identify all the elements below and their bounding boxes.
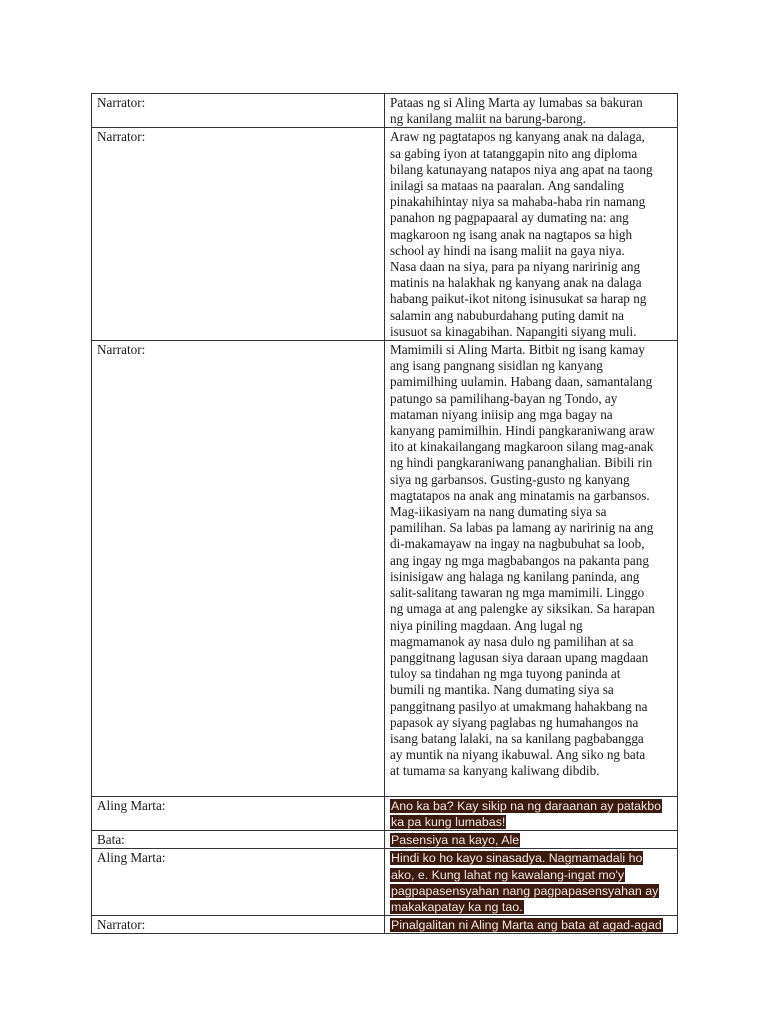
highlighted-text: ako, e. Kung lahat ng kawalang-ingat mo'y — [391, 867, 625, 882]
dialogue-line: siya ng garbansos. Gusting-gusto ng kanyang — [390, 471, 630, 487]
speaker-cell — [92, 128, 385, 341]
dialogue-cell — [385, 916, 678, 934]
dialogue-line — [390, 867, 673, 883]
dialogue-cell — [385, 341, 678, 797]
dialogue-line: Nasa daan na siya, para pa niyang naririnig ang — [390, 259, 641, 275]
dialogue-line — [390, 917, 673, 933]
speaker-label: Aling Marta: — [97, 797, 166, 813]
script-table — [91, 93, 678, 934]
dialogue-line: school ay hindi na isang maliit na gaya niya. — [390, 242, 625, 258]
dialogue-line: panahon ng pagpapaaral ay dumating na: ang — [390, 210, 629, 226]
dialogue-cell — [385, 128, 678, 341]
highlighted-text: Pinalgalitan ni Aling Marta ang bata at agad-agad — [391, 918, 662, 933]
highlighted-text: Pasensiya na kayo, Ale — [391, 833, 520, 848]
speaker-cell — [92, 341, 385, 797]
dialogue-line: habang paikut-ikot nitong isinusukat sa harap ng — [390, 291, 647, 307]
dialogue-line: magkaroon ng isang anak na nagtapos sa high — [390, 226, 633, 242]
speaker-label: Narrator: — [97, 917, 146, 933]
script-row — [92, 94, 678, 128]
speaker-label: Bata: — [97, 832, 125, 848]
dialogue-line: bumili ng mantika. Nang dumating siya sa — [390, 682, 614, 698]
dialogue-line: Araw ng pagtatapos ng kanyang anak na dalaga, — [390, 129, 645, 145]
highlighted-text: ka pa kung lumabas! — [391, 814, 506, 829]
script-row — [92, 128, 678, 341]
dialogue-cell — [385, 94, 678, 128]
dialogue-line: papasok ay siyang paglabas ng humahangos na — [390, 714, 639, 730]
highlighted-text: pagpapasensyahan nang pagpapasensyahan ay — [391, 883, 659, 898]
dialogue-line: ito at kinakailangang magkaroon silang mag-anak — [390, 439, 654, 455]
speaker-label: Aling Marta: — [97, 850, 166, 866]
script-table-body — [92, 94, 678, 934]
speaker-cell — [92, 796, 385, 830]
speaker-cell — [92, 849, 385, 916]
dialogue-line — [390, 850, 673, 866]
dialogue-line: ng umaga at ang palengke ay siksikan. Sa harapan — [390, 601, 655, 617]
dialogue-line — [390, 883, 673, 899]
dialogue-cell — [385, 796, 678, 830]
dialogue-line: isusuot sa kinagabihan. Napangiti siyang muli. — [390, 323, 637, 339]
dialogue-line — [390, 814, 673, 830]
dialogue-line — [390, 798, 673, 814]
script-row — [92, 916, 678, 934]
dialogue-line — [390, 780, 673, 796]
dialogue-line: salit-salitang tawaran ng mga mamimili. Linggo — [390, 585, 645, 601]
script-row — [92, 849, 678, 916]
dialogue-line: Mamimili si Aling Marta. Bitbit ng isang kamay — [390, 342, 645, 358]
dialogue-line: magtatapos na anak ang minatamis na garbansos. — [390, 487, 650, 503]
dialogue-line: pamilihan. Sa labas pa lamang ay naririnig na ang — [390, 520, 654, 536]
dialogue-line: niya piniling magdaan. Ang lugal ng — [390, 617, 583, 633]
dialogue-line: ang ingay ng mga magbabangos na pakanta pang — [390, 552, 649, 568]
script-row — [92, 341, 678, 797]
dialogue-line: salamin ang nabuburdahang puting damit na — [390, 307, 625, 323]
dialogue-line: ng kanilang maliit na barung-barong. — [390, 111, 586, 127]
dialogue-line: panggitnang pasilyo at umakmang hahakbang na — [390, 698, 648, 714]
dialogue-line: at tumama sa kanyang kaliwang dibdib. — [390, 763, 600, 779]
dialogue-line: sa gabing iyon at tatanggapin nito ang diploma — [390, 145, 638, 161]
dialogue-line: pamimilhing uulamin. Habang daan, samantalang — [390, 374, 653, 390]
speaker-label: Narrator: — [97, 342, 146, 358]
script-row — [92, 831, 678, 849]
speaker-label: Narrator: — [97, 95, 146, 110]
dialogue-line: ng hindi pangkaraniwang pananghalian. Bibili rin — [390, 455, 653, 471]
speaker-cell — [92, 831, 385, 849]
dialogue-line: di-makamayaw na ingay na nagbubuhat sa loob, — [390, 536, 645, 552]
dialogue-line: bilang katunayang natapos niya ang apat na taong — [390, 161, 653, 177]
speaker-label: Narrator: — [97, 129, 146, 145]
dialogue-line: inilagi sa mataas na paaralan. Ang sandaling — [390, 178, 625, 194]
speaker-cell — [92, 94, 385, 128]
dialogue-line: Mag-iikasiyam na nang dumating siya sa — [390, 504, 607, 520]
dialogue-line: isinisigaw ang halaga ng kanilang paninda, ang — [390, 568, 640, 584]
dialogue-line: matinis na halakhak ng kanyang anak na dalaga — [390, 275, 642, 291]
dialogue-line: isang batang lalaki, na sa kanilang pagbabangga — [390, 730, 644, 746]
dialogue-line: patungo sa pamilihang-bayan ng Tondo, ay — [390, 390, 618, 406]
highlighted-text: Hindi ko ho kayo sinasadya. Nagmamadali ho — [391, 851, 643, 866]
speaker-cell — [92, 916, 385, 934]
dialogue-line: kanyang pamimilhin. Hindi pangkaraniwang araw — [390, 423, 655, 439]
highlighted-text: Ano ka ba? Kay sikip na ng daraanan ay patakbo — [391, 798, 662, 813]
dialogue-cell — [385, 831, 678, 849]
dialogue-line — [390, 899, 673, 915]
dialogue-line: panggitnang lagusan siya daraan upang magdaan — [390, 649, 649, 665]
dialogue-line: mataman niyang iniisip ang mga bagay na — [390, 406, 613, 422]
highlighted-text: makakapatay ka ng tao. — [391, 899, 523, 914]
dialogue-line: pinakahihintay niya sa mahaba-haba rin namang — [390, 194, 646, 210]
dialogue-line: ang isang pangnang sisidlan ng kanyang — [390, 358, 603, 374]
script-row — [92, 796, 678, 830]
dialogue-line — [390, 832, 673, 848]
dialogue-line: Pataas ng si Aling Marta ay lumabas sa bakuran — [390, 95, 643, 110]
dialogue-line: magmamanok ay nasa dulo ng pamilihan at sa — [390, 633, 634, 649]
dialogue-cell — [385, 849, 678, 916]
dialogue-line: tuloy sa tindahan ng mga tuyong paninda at — [390, 666, 621, 682]
dialogue-line: ay muntik na niyang ikabuwal. Ang siko ng bata — [390, 747, 646, 763]
